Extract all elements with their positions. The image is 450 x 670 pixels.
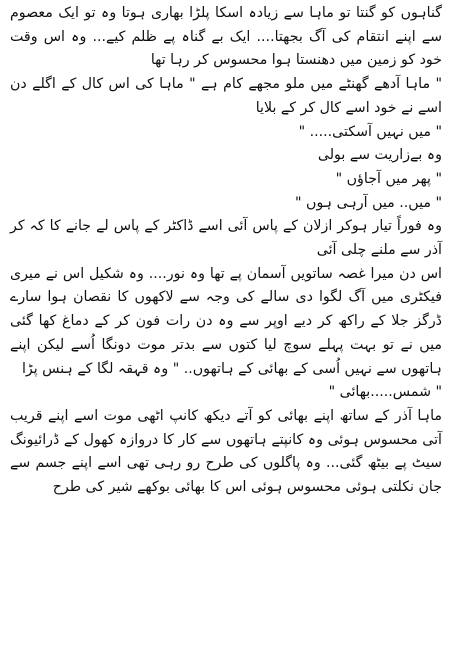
paragraph-8: اس دن میرا غصہ ساتویں آسمان پے تھا وہ نور.... وہ شکیل اس نے میری فیکٹری میں آگ لگوا دی سالے کی وجہ سے لاکھوں کا نقصان ہوا سارے ڈرگز جلا کے راکھ کر دیے اوپر سے وہ دن رات فون کر کے دماغ کھا گئی میں نے تو بہت پہلے سوچ لیا کتوں سے بدتر موت دونگا اُسے لیکن اپنے ہاتھوں سے نہیں اُسی کے بھائی کے ہاتھوں.. " وہ قہقہ لگا کے ہنس پڑا xyxy=(10,265,442,377)
paragraph-5: " پھر میں آجاؤں " xyxy=(335,170,442,187)
paragraph-10: ماہا آذر کے ساتھ اپنے بھائی کو آتے دیکھ کانپ اٹھی موت اسے اپنے قریب آتی محسوس ہوئی وہ کانپتے ہاتھوں سے کار کا دروازہ کھول کے ڈرائیونگ سیٹ پے بیٹھ گئی... وہ پاگلوں کی طرح رو رہی تھی اسے اپنے جسم سے جان نکلتی ہوئی محسوس ہوئی اس کا بھائی بوکھے شیر کی طرح xyxy=(10,407,442,496)
paragraph-9: " شمس.....بھائی " xyxy=(328,384,442,401)
paragraph-3: " میں نہیں آسکتی..... " xyxy=(298,123,442,140)
paragraph-4: وہ بےزاریت سے بولی xyxy=(317,147,442,164)
paragraph-6: " میں.. میں آرہی ہوں " xyxy=(295,194,442,211)
paragraph-2: " ماہا آدھے گھنٹے میں ملو مجھے کام ہے " ماہا کی اس کال کے اگلے دن اسے نے خود اسے کال کر کے بلایا xyxy=(10,76,442,116)
paragraph-1: گناہوں کو گنتا تو ماہا سے زیادہ اسکا پلڑا بھاری ہوتا وہ تو ایک معصوم سے اپنے انتقام کی آگ بجھتا.... ایک بے گناہ پے ظلم کیے... وہ اس وقت خود کو زمین میں دھنستا ہوا محسوس کر رہا تھا xyxy=(10,5,442,69)
paragraph-7: وہ فوراً تیار ہوکر ازلان کے پاس آئی اسے ڈاکٹر کے پاس لے جانے کا کہ کر آذر سے ملنے چلی آئی xyxy=(10,218,442,259)
